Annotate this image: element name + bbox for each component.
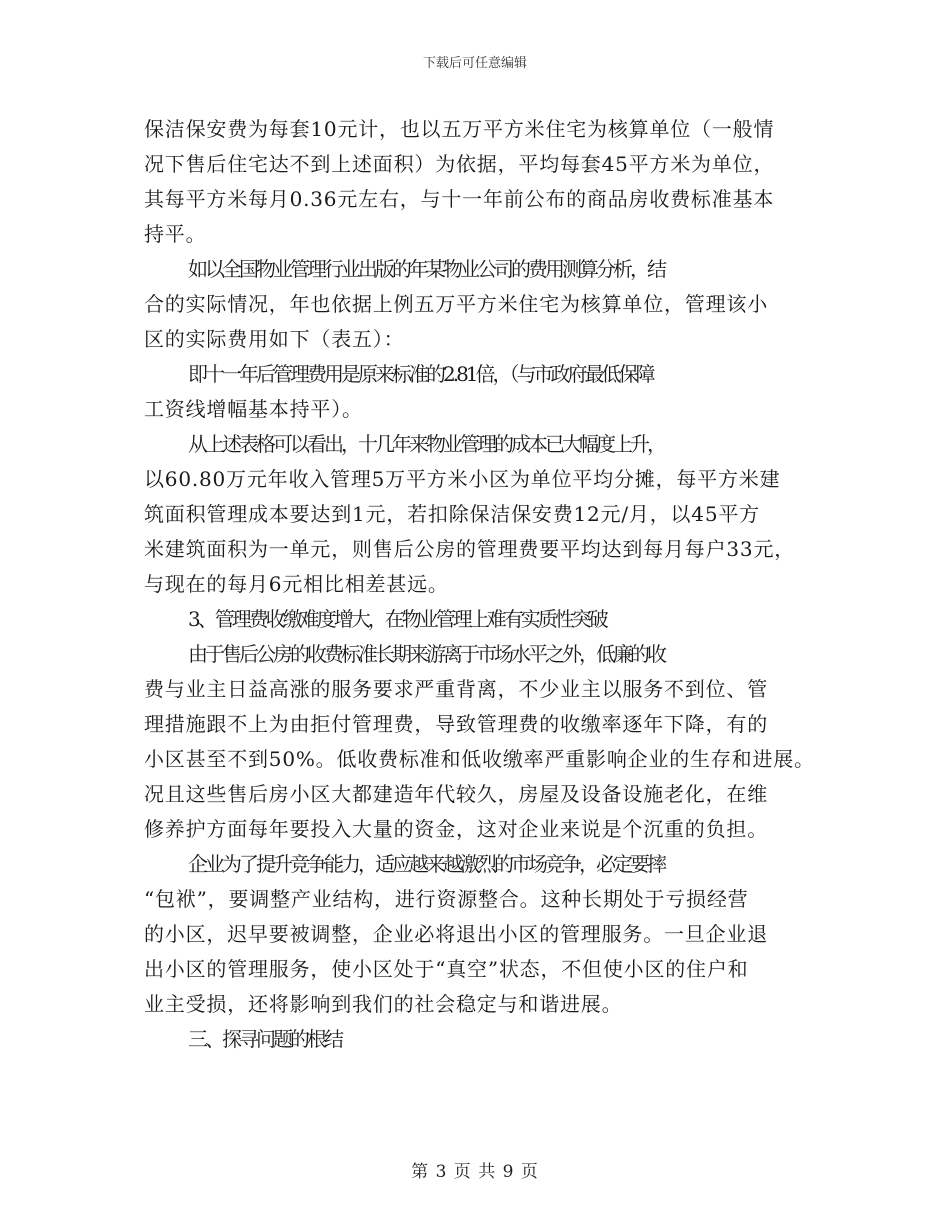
text-line: 况下售后住宅达不到上述面积）为依据，平均每套45平方米为单位， <box>144 152 775 176</box>
text-line: 如以全国物业管理行业出版的年某物业公司的费用测算分析，结 <box>188 257 664 281</box>
text-line: 况且这些售后房小区大都建造年代较久，房屋及设备设施老化，在维 <box>144 782 768 806</box>
text-line: 工资线增幅基本持平）。 <box>144 397 363 421</box>
text-line: 区的实际费用如下（表五）： <box>144 327 405 351</box>
text-line: 理措施跟不上为由拒付管理费，导致管理费的收缴率逐年下降，有的 <box>144 712 768 736</box>
text-line: 与现在的每月6元相比相差甚远。 <box>144 572 449 596</box>
text-line: 从上述表格可以看出，十几年来物业管理的成本已大幅度上升， <box>188 432 664 456</box>
text-line: 三、探寻问题的根结 <box>188 1027 341 1051</box>
text-line: 筑面积管理成本要达到1元，若扣除保洁保安费12元/月，以45平方 <box>144 502 760 526</box>
page-footer: 第 3 页 共 9 页 <box>411 1162 539 1182</box>
text-line: 米建筑面积为一单元，则售后公房的管理费要平均达到每月每户33元， <box>144 537 796 561</box>
text-line: 持平。 <box>144 222 207 246</box>
document-body <box>144 112 824 1057</box>
text-line: “包袱”，要调整产业结构，进行资源整合。这种长期处于亏损经营 <box>144 887 749 911</box>
text-line: 保洁保安费为每套10元计，也以五万平方米住宅为核算单位（一般情 <box>144 117 775 141</box>
text-line: 由于售后公房的收费标准长期来游离于市场水平之外，低廉的收 <box>188 642 664 666</box>
text-line: 修养护方面每年要投入大量的资金，这对企业来说是个沉重的负担。 <box>144 817 768 841</box>
text-line: 其每平方米每月0.36元左右，与十一年前公布的商品房收费标准基本 <box>144 187 775 211</box>
text-line: 合的实际情况，年也依据上例五万平方米住宅为核算单位，管理该小 <box>144 292 768 316</box>
text-line: 费与业主日益高涨的服务要求严重背离，不少业主以服务不到位、管 <box>144 677 768 701</box>
page-header: 下载后可任意编辑 <box>422 56 527 71</box>
text-line: 出小区的管理服务，使小区处于“真空”状态，不但使小区的住户和 <box>144 957 749 981</box>
text-line: 3、管理费收缴难度增大，在物业管理上难有实质性突破 <box>188 607 606 631</box>
text-line: 业主受损，还将影响到我们的社会稳定与和谐进展。 <box>144 992 623 1016</box>
text-line: 小区甚至不到50%。低收费标准和低收缴率严重影响企业的生存和进展。 <box>144 747 815 771</box>
text-line: 企业为了提升竞争能力，适应越来越激烈的市场竞争，必定要摔 <box>188 852 664 876</box>
text-line: 的小区，迟早要被调整，企业必将退出小区的管理服务。一旦企业退 <box>144 922 768 946</box>
text-line: 以60.80万元年收入管理5万平方米小区为单位平均分摊，每平方米建 <box>144 467 781 491</box>
text-line: 即十一年后管理费用是原来标准的2.81倍，（与市政府最低保障 <box>188 362 653 386</box>
